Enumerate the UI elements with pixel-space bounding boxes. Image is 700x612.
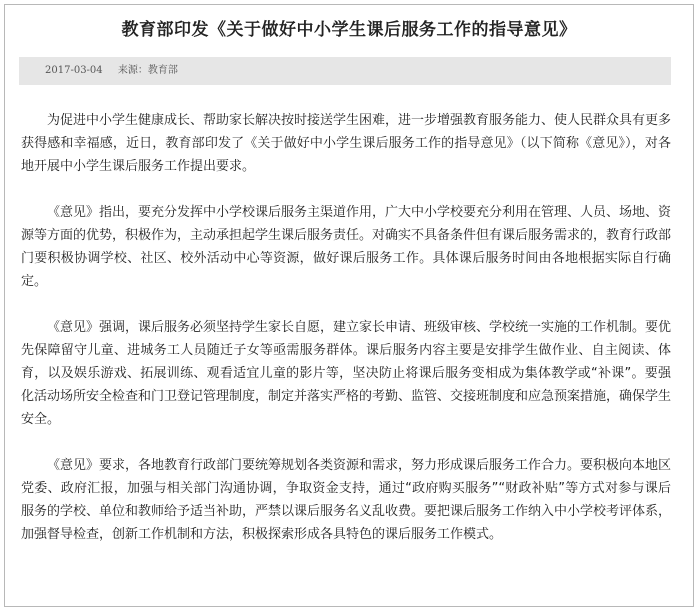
article-body xyxy=(21,109,671,546)
article-page xyxy=(4,4,694,607)
article-meta-bar xyxy=(19,57,671,85)
article-paragraph: 《意见》指出，要充分发挥中小学校课后服务主渠道作用，广大中小学校要充分利用在管理、人员、场地、资源等方面的优势，积极作为，主动承担起学生课后服务责任。对确实不具备条件但有课后服务需求的，教育行政部门要积极协调学校、社区、校外活动中心等资源，做好课后服务工作。具体课后服务时间由各地根据实际自行确定。 xyxy=(21,205,672,289)
article-paragraph: 《意见》要求，各地教育行政部门要统筹规划各类资源和需求，努力形成课后服务工作合力。要积极向本地区党委、政府汇报，加强与相关部门沟通协调，争取资金支持，通过“政府购买服务”“财政补贴”等方式对参与课后服务的学校、单位和教师给予适当补助，严禁以课后服务名义乱收费。要把课后服务工作纳入中小学校考评体系，加强督导检查，创新工作机制和方法，积极探索形成各具特色的课后服务工作模式。 xyxy=(21,458,672,542)
article-paragraph: 《意见》强调，课后服务必须坚持学生家长自愿，建立家长申请、班级审核、学校统一实施的工作机制。要优先保障留守儿童、进城务工人员随迁子女等亟需服务群体。课后服务内容主要是安排学生做作业、自主阅读、体育，以及娱乐游戏、拓展训练、观看适宜儿童的影片等，坚决防止将课后服务变相成为集体教学或“补课”。要强化活动场所安全检查和门卫登记管理制度，制定并落实严格的考勤、监管、交接班制度和应急预案措施，确保学生安全。 xyxy=(21,320,672,427)
article-source: 来源：教育部 xyxy=(117,65,178,76)
article-paragraph: 为促进中小学生健康成长、帮助家长解决按时接送学生困难，进一步增强教育服务能力、使人民群众具有更多获得感和幸福感，近日，教育部印发了《关于做好中小学生课后服务工作的指导意见》（以下简称《意见》），对各地开展中小学生课后服务工作提出要求。 xyxy=(21,113,672,174)
article-title: 教育部印发《关于做好中小学生课后服务工作的指导意见》 xyxy=(121,20,577,40)
article-date: 2017-03-04 xyxy=(45,65,103,76)
